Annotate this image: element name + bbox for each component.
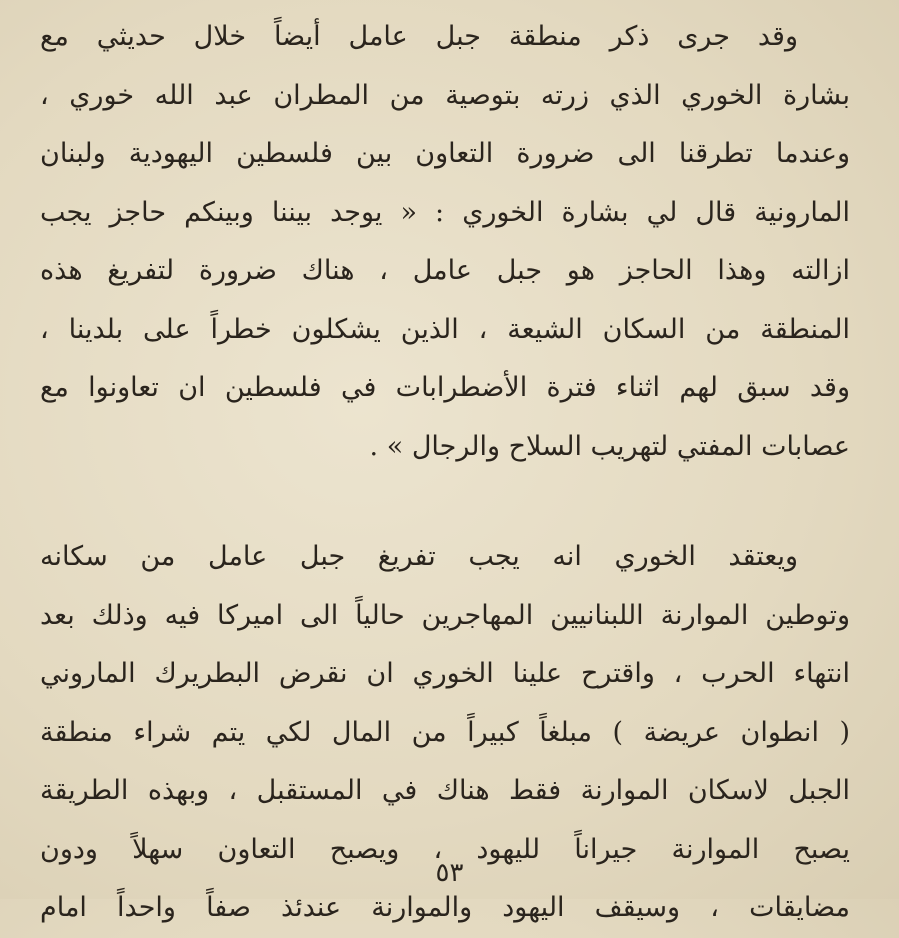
text-line: وقد جرى ذكر منطقة جبل عامل أيضاً خلال حديثي مع — [40, 21, 798, 52]
paragraph-1 — [40, 8, 850, 476]
text-line: المارونية قال لي بشارة الخوري : « يوجد بيننا وبينكم حاجز يجب — [40, 196, 850, 228]
page-number: ٥٣ — [435, 858, 464, 888]
paragraph-spacer — [40, 476, 850, 528]
text-line: انتهاء الحرب ، واقترح علينا الخوري ان نقرض البطريرك الماروني — [40, 658, 850, 689]
text-line: ازالته وهذا الحاجز هو جبل عامل ، هناك ضرورة لتفريغ هذه — [40, 255, 850, 286]
text-line: الجبل لاسكان الموارنة فقط هناك في المستقبل ، وبهذه الطريقة — [40, 775, 850, 806]
text-line: يصبح الموارنة جيراناً لليهود ، ويصبح التعاون سهلاً ودون — [40, 833, 850, 865]
text-line: بشارة الخوري الذي زرته بتوصية من المطران عبد الله خوري ، — [40, 79, 850, 111]
text-line: وعندما تطرقنا الى ضرورة التعاون بين فلسطين اليهودية ولبنان — [40, 138, 850, 169]
text-line: المنطقة من السكان الشيعة ، الذين يشكلون خطراً على بلدينا ، — [40, 313, 850, 345]
text-line: عصابات المفتي لتهريب السلاح والرجال » . — [369, 430, 850, 462]
text-line: وقد سبق لهم اثناء فترة الأضطرابات في فلسطين ان تعاونوا مع — [40, 372, 850, 403]
text-line: مضايقات ، وسيقف اليهود والموارنة عندئذ صفاً واحداً امام — [40, 892, 850, 923]
book-page — [40, 8, 850, 923]
text-line: ( انطوان عريضة ) مبلغاً كبيراً من المال لكي يتم شراء منطقة — [40, 716, 850, 748]
text-line: ويعتقد الخوري انه يجب تفريغ جبل عامل من سكانه — [40, 541, 798, 572]
text-line: وتوطين الموارنة اللبنانيين المهاجرين حالياً الى اميركا فيه وذلك بعد — [40, 599, 850, 631]
